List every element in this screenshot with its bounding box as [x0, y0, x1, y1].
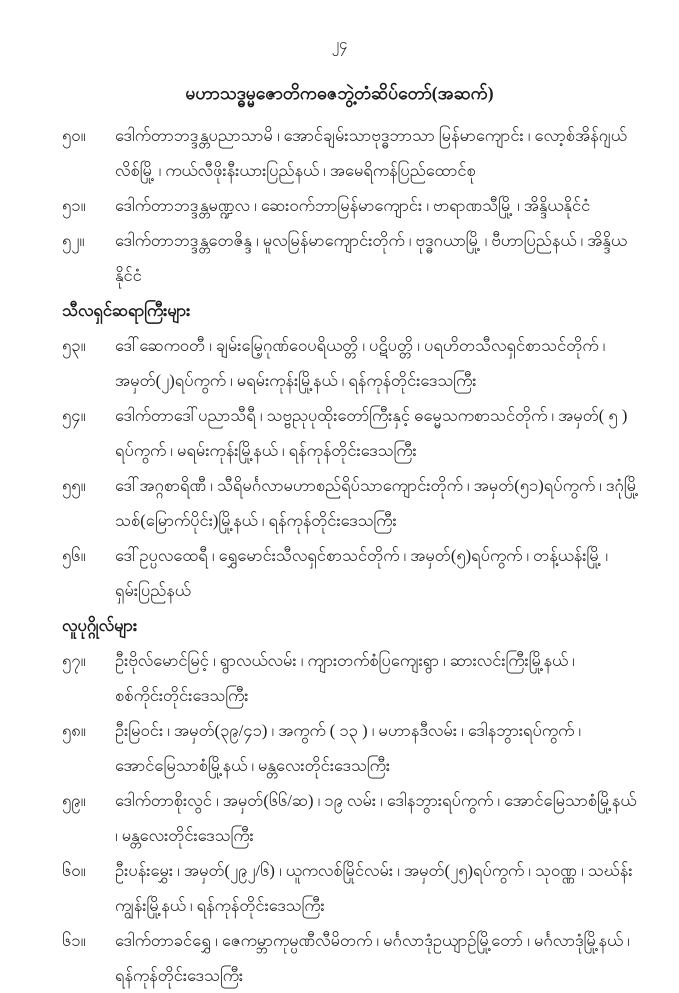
entry-row	[62, 398, 641, 468]
entry-text: ဦးမြဝင်း ၊ အမှတ်(၃၉/၄၁) ၊ အကွက် ( ၁၃ ) ၊ မဟာနဒီလမ်း ၊ ဒေါနဘွားရပ်ကွက် ၊ အောင်မြေသာစံမြို့နယ် ၊ မန္တလေးတိုင်းဒေသကြီး	[115, 721, 581, 775]
entry-number: ၅၈။	[62, 721, 86, 740]
entry-number: ၅၅။	[62, 476, 86, 495]
entry-text: ဒေါ်အဂ္ဂစာရိဏီ ၊ သီရိမင်္ဂလာမဟာစည်ရိပ်သာကျောင်းတိုက် ၊ အမှတ်(၅၁)ရပ်ကွက် ၊ ဒဂုံမြို့သစ်(မြောက်ပိုင်း)မြို့နယ် ၊ ရန်ကုန်တိုင်းဒေသကြီး	[115, 476, 639, 530]
entry-row	[62, 923, 641, 993]
entry-number: ၆၁။	[62, 931, 86, 950]
entry-text: ဦးပန်းမွှေး ၊ အမှတ်(၂၉၂/၆) ၊ ယူကလစ်မြိုင်လမ်း ၊ အမှတ်(၂၅)ရပ်ကွက် ၊ သုဝဏ္ဏ ၊ သဃ်န်းကျွန်းမြို့နယ် ၊ ရန်ကုန်တိုင်းဒေသကြီး	[115, 861, 633, 915]
page-title: မဟာသဒ္ဓမ္မဇောတိကဓဇဘွဲ့တံဆိပ်တော်(အဆက်)	[185, 83, 494, 103]
section-header: သီလရှင်ဆရာကြီးများ	[62, 301, 191, 320]
entry-number: ၅၃။	[62, 336, 86, 355]
entry-row	[62, 783, 641, 853]
entry-text: ဒေါက်တာဘဒ္ဒန္တတေဇိန္ဒ ၊ မူလမြန်မာကျောင်းတိုက် ၊ ဗုဒ္ဓဂယာမြို့ ၊ ဗီဟာပြည်နယ် ၊ အိန္ဒိယနိုင်ငံ	[115, 231, 627, 285]
entry-number: ၅၄။	[62, 406, 86, 425]
entry-text: ဒေါက်တာဘဒ္ဒန္တပညာသာမိ ၊ အောင်ချမ်းသာဗုဒ္ဓဘာသာ မြန်မာကျောင်း ၊ လော့စ်အိန်ဂျယ်လိစ်မြို့ ၊ ကယ်လီဖိုးနီးယားပြည်နယ် ၊ အမေရိကန်ပြည်ထောင်စု	[115, 126, 627, 180]
entry-number: ၅၆။	[62, 546, 86, 565]
entry-number: ၅၉။	[62, 791, 86, 810]
entry-text: ဒေါ်ဆေကဝတီ ၊ ချမ်းမြေ့ဂုဏ်ဝေပရိယတ္တိ ၊ ပဋိပတ္တိ ၊ ပရဟိတသီလရှင်စာသင်တိုက် ၊ အမှတ်(၂)ရပ်ကွက် ၊ မရမ်းကုန်းမြို့နယ် ၊ ရန်ကုန်တိုင်းဒေသကြီး	[115, 336, 606, 390]
entry-text: ဒေါက်တာဒေါ်ပညာသီရီ ၊ သဗ္ဗညုပုထိုးတော်ကြီးနှင့် ဓမ္မေသကစာသင်တိုက် ၊ အမှတ်( ၅ ) ရပ်ကွက် ၊ မရမ်းကုန်းမြို့နယ် ၊ ရန်ကုန်တိုင်းဒေသကြီး	[115, 406, 628, 460]
entry-row	[62, 853, 641, 923]
entry-row	[62, 468, 641, 538]
entry-number: ၅၇။	[62, 651, 86, 670]
entry-number: ၅၂။	[62, 231, 85, 250]
entry-number: ၆၀။	[62, 861, 86, 880]
page-header	[50, 34, 629, 106]
entry-row	[62, 223, 641, 293]
entry-text: ဒေါက်တာဘဒ္ဒန္တမဏ္ဍလ ၊ ဆေးဝက်ဘာမြန်မာကျောင်း ၊ ဗာရာဏသီမြို့ ၊ အိန္ဒိယနိုင်ငံ	[115, 196, 591, 215]
document-body	[62, 118, 641, 993]
entry-text: ဒေါက်တာခင်ရွှေ ၊ ဇေကမ္ဘာကုမ္ပဏီလီမိတက် ၊ မင်္ဂလာဒုံဥယျာဉ်မြို့တော် ၊ မင်္ဂလာဒုံမြို့နယ် ၊ ရန်ကုန်တိုင်းဒေသကြီး	[115, 931, 630, 985]
entry-number: ၅၁။	[62, 196, 86, 215]
entry-text: ဒေါ်ဥပ္ပလထေရီ ၊ ရွှေမောင်းသီလရှင်စာသင်တိုက် ၊ အမှတ်(၅)ရပ်ကွက် ၊ တန့်ယန်းမြို့ ၊ ရှမ်းပြည်နယ်	[115, 546, 608, 600]
page-number: ၂၄	[331, 37, 348, 53]
entry-text: ဦးဗိုလ်မောင်မြင့် ၊ ရွာလယ်လမ်း ၊ ကျားတက်စံပြကျေးရွာ ၊ ဆားလင်းကြီးမြို့နယ် ၊ စစ်ကိုင်းတိုင်းဒေသကြီး	[115, 651, 575, 705]
section-header: လူပုဂ္ဂိုလ်များ	[62, 616, 138, 635]
entry-row	[62, 538, 641, 608]
entry-row	[62, 328, 641, 398]
entry-row	[62, 643, 641, 713]
entry-row	[62, 118, 641, 188]
entry-row	[62, 188, 641, 223]
entry-text: ဒေါက်တာစိုးလွင် ၊ အမှတ်(၆၆/ဆ) ၊ ၁၉ လမ်း ၊ ဒေါနဘွားရပ်ကွက် ၊ အောင်မြေသာစံမြို့နယ် ၊ မန္တလေးတိုင်းဒေသကြီး	[115, 791, 637, 845]
entry-number: ၅၀။	[62, 126, 86, 145]
entry-row	[62, 713, 641, 783]
